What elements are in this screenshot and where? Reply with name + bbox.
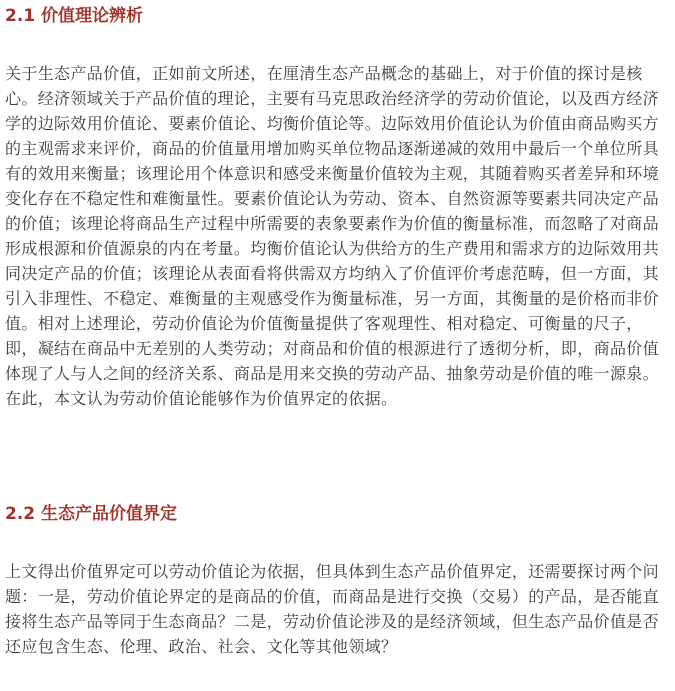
paragraph-line: 同决定产品的价值；该理论从表面看将供需双方均纳入了价值评价考虑范畴，但一方面，其	[5, 264, 660, 283]
paragraph-line: 体现了人与人之间的经济关系、商品是用来交换的劳动产品、抽象劳动是价值的唯一源泉。	[5, 364, 660, 383]
paragraph-line: 的价值；该理论将商品生产过程中所需要的表象要素作为价值的衡量标准，而忽略了对商品	[5, 214, 660, 233]
paragraph-line: 上文得出价值界定可以劳动价值论为依据，但具体到生态产品价值界定，还需要探讨两个问	[5, 562, 660, 581]
paragraph-line: 题：一是，劳动价值论界定的是商品的价值，而商品是进行交换（交易）的产品，是否能直	[5, 587, 660, 606]
paragraph-line: 还应包含生态、伦理、政治、社会、文化等其他领域？	[5, 637, 398, 656]
paragraph-line: 心。经济领域关于产品价值的理论，主要有马克思政治经济学的劳动价值论，以及西方经济	[5, 89, 660, 108]
paragraph-line: 的主观需求来评价，商品的价值量用增加购买单位物品逐渐递减的效用中最后一个单位所具	[5, 139, 660, 158]
paragraph-line: 有的效用来衡量；该理论用个体意识和感受来衡量价值较为主观，其随着购买者差异和环境	[5, 164, 660, 183]
section-heading-2-1: 2.1 价值理论辨析	[5, 6, 144, 26]
paragraph-line: 接将生态产品等同于生态商品？二是，劳动价值论涉及的是经济领域，但生态产品价值是否	[5, 612, 660, 631]
section-2-1-paragraph	[5, 61, 670, 411]
paragraph-line: 值。相对上述理论，劳动价值论为价值衡量提供了客观理性、相对稳定、可衡量的尺子，	[5, 314, 643, 333]
paragraph-line: 学的边际效用价值论、要素价值论、均衡价值论等。边际效用价值论认为价值由商品购买方	[5, 114, 660, 133]
paragraph-line: 即，凝结在商品中无差别的人类劳动；对商品和价值的根源进行了透彻分析，即，商品价值	[5, 339, 660, 358]
section-heading-2-2: 2.2 生态产品价值界定	[5, 504, 178, 524]
paragraph-line: 形成根源和价值源泉的内在考量。均衡价值论认为供给方的生产费用和需求方的边际效用共	[5, 239, 660, 258]
paragraph-line: 引入非理性、不稳定、难衡量的主观感受作为衡量标准，另一方面，其衡量的是价格而非价	[5, 289, 660, 308]
paragraph-line: 变化存在不稳定性和难衡量性。要素价值论认为劳动、资本、自然资源等要素共同决定产品	[5, 189, 660, 208]
section-2-2-paragraph	[5, 559, 670, 659]
paragraph-line: 关于生态产品价值，正如前文所述，在厘清生态产品概念的基础上，对于价值的探讨是核	[5, 64, 643, 83]
paragraph-line: 在此，本文认为劳动价值论能够作为价值界定的依据。	[5, 389, 398, 408]
